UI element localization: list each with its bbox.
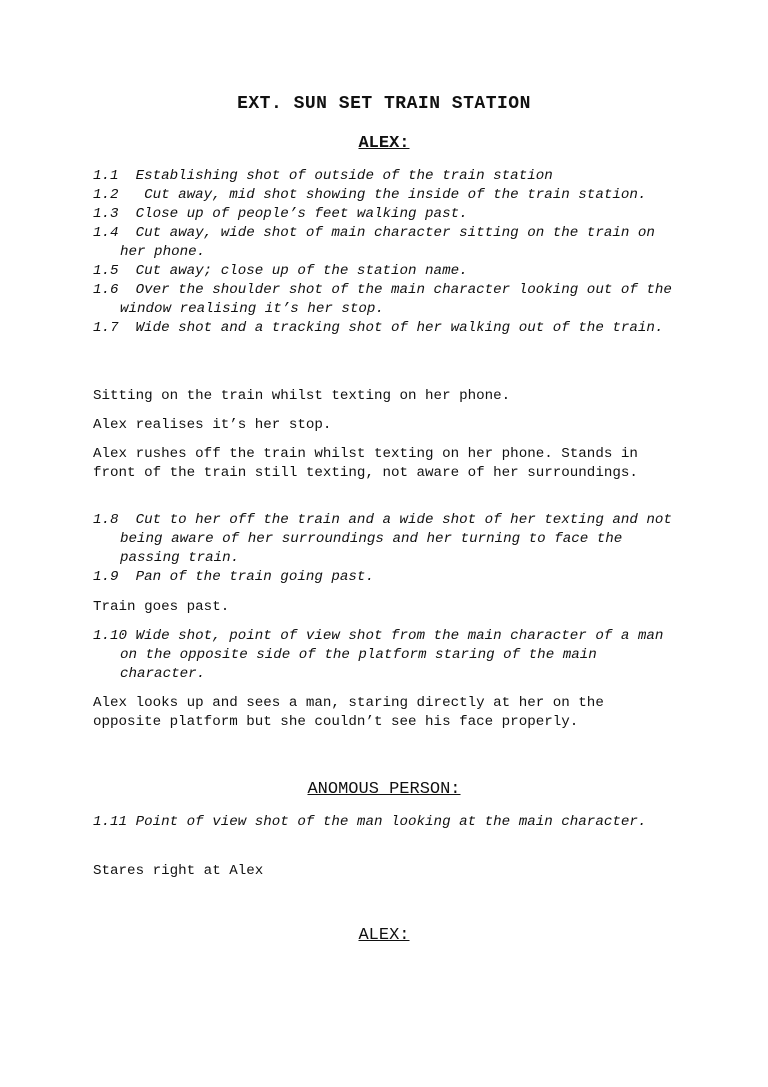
shot-item: 1.2 Cut away, mid shot showing the inside of the train station. xyxy=(93,187,647,203)
shot-item: 1.10 Wide shot, point of view shot from the main character of a man on the opposite side of the platform staring of the main character. xyxy=(93,628,672,682)
shot-list xyxy=(93,813,673,832)
shot-item: 1.1 Establishing shot of outside of the train station xyxy=(93,168,553,184)
action-line: Alex rushes off the train whilst texting on her phone. Stands in front of the train still texting, not aware of her surroundings. xyxy=(93,446,638,481)
action-line: Alex looks up and sees a man, staring directly at her on the opposite platform but she couldn’t see his face properly. xyxy=(93,695,604,730)
shot-item: 1.9 Pan of the train going past. xyxy=(93,569,374,585)
action-line: Alex realises it’s her stop. xyxy=(93,417,332,433)
action-line: Stares right at Alex xyxy=(93,863,264,879)
scene-heading: EXT. SUN SET TRAIN STATION xyxy=(237,94,531,114)
character-name-anomous-person: ANOMOUS PERSON: xyxy=(307,780,461,799)
shot-list xyxy=(93,627,673,684)
shot-item: 1.11 Point of view shot of the man looking at the main character. xyxy=(93,814,647,830)
character-name-alex: ALEX: xyxy=(358,926,410,945)
shot-item: 1.6 Over the shoulder shot of the main character looking out of the window realising it’s her stop. xyxy=(93,282,681,317)
shot-item: 1.3 Close up of people’s feet walking past. xyxy=(93,206,468,222)
shot-item: 1.7 Wide shot and a tracking shot of her walking out of the train. xyxy=(93,320,664,336)
action-line: Sitting on the train whilst texting on her phone. xyxy=(93,388,511,404)
character-name-alex: ALEX: xyxy=(358,134,410,153)
shot-item: 1.5 Cut away; close up of the station name. xyxy=(93,263,468,279)
shot-item: 1.4 Cut away, wide shot of main character sitting on the train on her phone. xyxy=(93,225,664,260)
action-line: Train goes past. xyxy=(93,599,230,615)
shot-list xyxy=(93,167,681,338)
shot-item: 1.8 Cut to her off the train and a wide shot of her texting and not being aware of her surroundings and her turning to face the passing train. xyxy=(93,512,681,566)
shot-list xyxy=(93,511,681,587)
